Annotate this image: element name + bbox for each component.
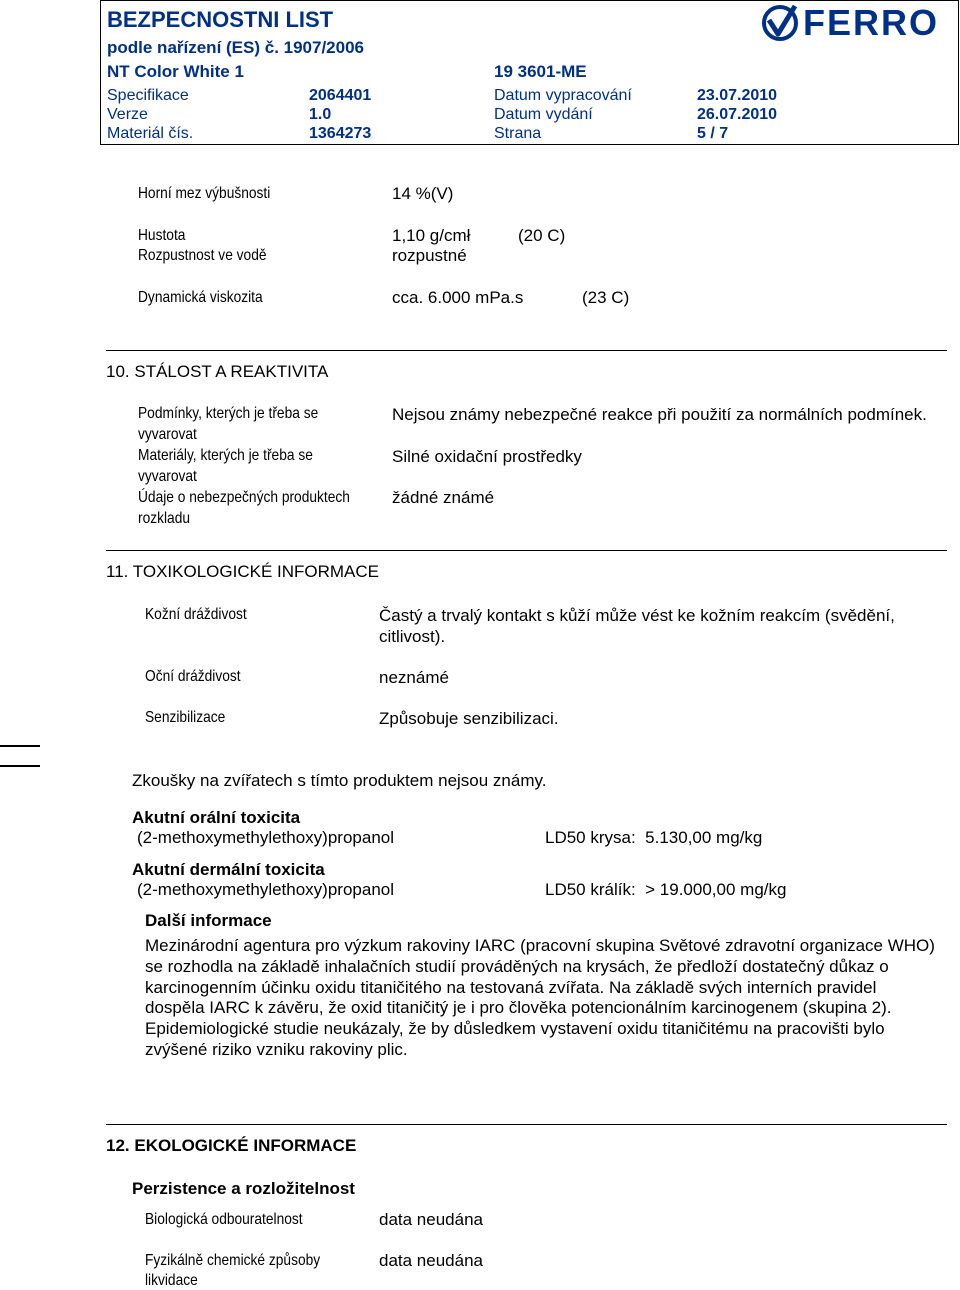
further-info-text: Mezinárodní agentura pro výzkum rakoviny IARC (pracovní skupina Světové zdravotní organizace WHO) se rozhodla na základě inhalačních studií prováděných na krysách, že předloží dostatečný důkaz o karcinogenním účinku oxidu titaničitého na testovaná zvířata. Na základě svých interních pravidel dospěla IARC k závěru, že oxid titaničitý je i pro člověka potencionálním karcinogenem (skupina 2). Epidemiologické studie neukázaly, že by důsledkem vystavení oxidu titaničitému na pracovišti bylo zvýšené riziko vzniku rakoviny plic. (145, 936, 935, 1059)
material-value: 1364273 (309, 125, 372, 142)
dermal-substance: (2-methoxymethylethoxy)propanol (137, 880, 395, 899)
density-value: 1,10 g/cmł (392, 226, 471, 245)
decomposition-label-cont: rozkladu (138, 510, 191, 527)
brand-wordmark: FERRO (803, 2, 939, 43)
materials-value: Silné oxidační prostředky (392, 447, 582, 466)
section-12-title: 12. EKOLOGICKÉ INFORMACE (106, 1136, 357, 1155)
spec-label: Specifikace (107, 87, 189, 104)
oral-toxicity-title: Akutní orální toxicita (132, 808, 301, 827)
persistence-title: Perzistence a rozložitelnost (132, 1179, 355, 1198)
biodegradability-value: data neudána (379, 1210, 483, 1229)
skin-irritation-value: Častý a trvalý kontakt s kůží může vést ke kožním reakcím (svědění, (379, 606, 895, 625)
solubility-label: Rozpustnost ve vodě (138, 247, 267, 264)
issued-label: Datum vydání (494, 106, 593, 123)
decomposition-label: Údaje o nebezpečných produktech (138, 489, 350, 506)
upper-limit-label: Horní mez výbušnosti (138, 185, 271, 202)
solubility-value: rozpustné (392, 246, 467, 265)
density-label: Hustota (138, 227, 186, 244)
page-label: Strana (494, 125, 542, 142)
viscosity-condition: (23 C) (582, 288, 630, 307)
physchem-disposal-value: data neudána (379, 1251, 483, 1270)
sensitization-value: Způsobuje senzibilizaci. (379, 709, 559, 728)
change-bar (0, 765, 40, 767)
density-condition: (20 C) (518, 226, 566, 245)
product-name: NT Color White 1 (107, 62, 244, 81)
section-divider (106, 350, 947, 351)
conditions-label-cont: vyvarovat (138, 426, 197, 443)
section-divider (106, 1124, 947, 1125)
eye-irritation-value: neznámé (379, 668, 449, 687)
ferro-logo (761, 4, 951, 42)
regulation-subtitle: podle nařízení (ES) č. 1907/2006 (107, 38, 365, 57)
materials-label: Materiály, kterých je třeba se (138, 447, 313, 464)
further-info-title: Další informace (145, 911, 272, 930)
decomposition-value: žádné známé (392, 488, 495, 507)
oral-substance: (2-methoxymethylethoxy)propanol (137, 828, 395, 847)
skin-irritation-value-cont: citlivost). (379, 627, 446, 646)
prepared-label: Datum vypracování (494, 87, 632, 104)
dermal-ld50-value: LD50 králík: > 19.000,00 mg/kg (545, 880, 787, 899)
issued-value: 26.07.2010 (697, 106, 778, 123)
sensitization-label: Senzibilizace (145, 709, 226, 726)
eye-irritation-label: Oční dráždivost (145, 668, 241, 685)
upper-limit-value: 14 %(V) (392, 184, 454, 203)
section-divider (106, 550, 947, 551)
version-value: 1.0 (309, 106, 332, 123)
document-header (100, 0, 959, 145)
version-label: Verze (107, 106, 148, 123)
spec-value: 2064401 (309, 87, 372, 104)
skin-irritation-label: Kožní dráždivost (145, 606, 247, 623)
page-number: 5 / 7 (697, 125, 729, 142)
section-10-title: 10. STÁLOST A REAKTIVITA (106, 362, 329, 381)
oral-ld50-value: LD50 krysa: 5.130,00 mg/kg (545, 828, 763, 847)
biodegradability-label: Biologická odbouratelnost (145, 1211, 303, 1228)
dermal-toxicity-title: Akutní dermální toxicita (132, 860, 325, 879)
product-code: 19 3601-ME (494, 62, 587, 81)
prepared-value: 23.07.2010 (697, 87, 778, 104)
viscosity-value: cca. 6.000 mPa.s (392, 288, 524, 307)
section-11-title: 11. TOXIKOLOGICKÉ INFORMACE (106, 562, 380, 581)
conditions-value: Nejsou známy nebezpečné reakce při použití za normálních podmínek. (392, 405, 927, 424)
physchem-disposal-label: Fyzikálně chemické způsoby (145, 1252, 321, 1269)
materials-label-cont: vyvarovat (138, 468, 197, 485)
physchem-disposal-label-cont: likvidace (145, 1272, 198, 1289)
animal-tests-note: Zkoušky na zvířatech s tímto produktem nejsou známy. (132, 771, 547, 790)
change-bar (0, 745, 40, 747)
conditions-label: Podmínky, kterých je třeba se (138, 405, 319, 422)
material-label: Materiál čís. (107, 125, 194, 142)
document-title: BEZPECNOSTNI LIST (107, 7, 334, 32)
viscosity-label: Dynamická viskozita (138, 289, 263, 306)
